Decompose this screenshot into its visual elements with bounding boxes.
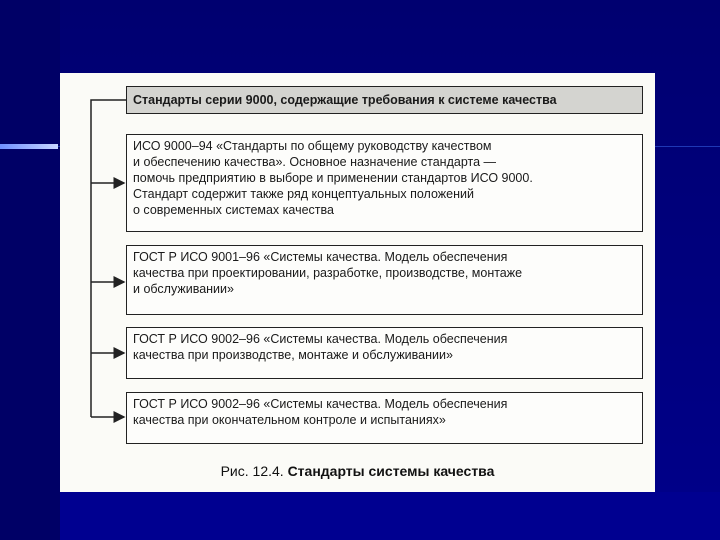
standard-box-gost-9002-96-inspection: ГОСТ Р ИСО 9002–96 «Системы качества. Модель обеспечения качества при окончательном контроле и испытаниях» (126, 392, 643, 444)
figure-panel (60, 73, 655, 492)
standard-box-gost-9001-96: ГОСТ Р ИСО 9001–96 «Системы качества. Модель обеспечения качества при проектировании, разработке, производстве, монтаже и обслуживании» (126, 245, 643, 315)
figure-caption (60, 463, 655, 479)
slide-bottom-band (60, 492, 720, 540)
caption-title: Стандарты системы качества (287, 463, 495, 479)
header-box: Стандарты серии 9000, содержащие требования к системе качества (126, 86, 643, 114)
slide-left-band (0, 0, 60, 540)
caption-prefix: Рис. 12.4. (220, 463, 288, 479)
standard-box-gost-9002-96-production: ГОСТ Р ИСО 9002–96 «Системы качества. Модель обеспечения качества при производстве, монтаже и обслуживании» (126, 327, 643, 379)
standard-box-iso-9000-94: ИСО 9000–94 «Стандарты по общему руководству качеством и обеспечению качества». Основное назначение стандарта — помочь предприятию в выборе и применении стандартов ИСО 9000. Стандарт содержит также ряд концептуальных положений о современных системах качества (126, 134, 643, 232)
connector-trunk (91, 100, 126, 417)
slide-rule-accent (0, 144, 58, 149)
